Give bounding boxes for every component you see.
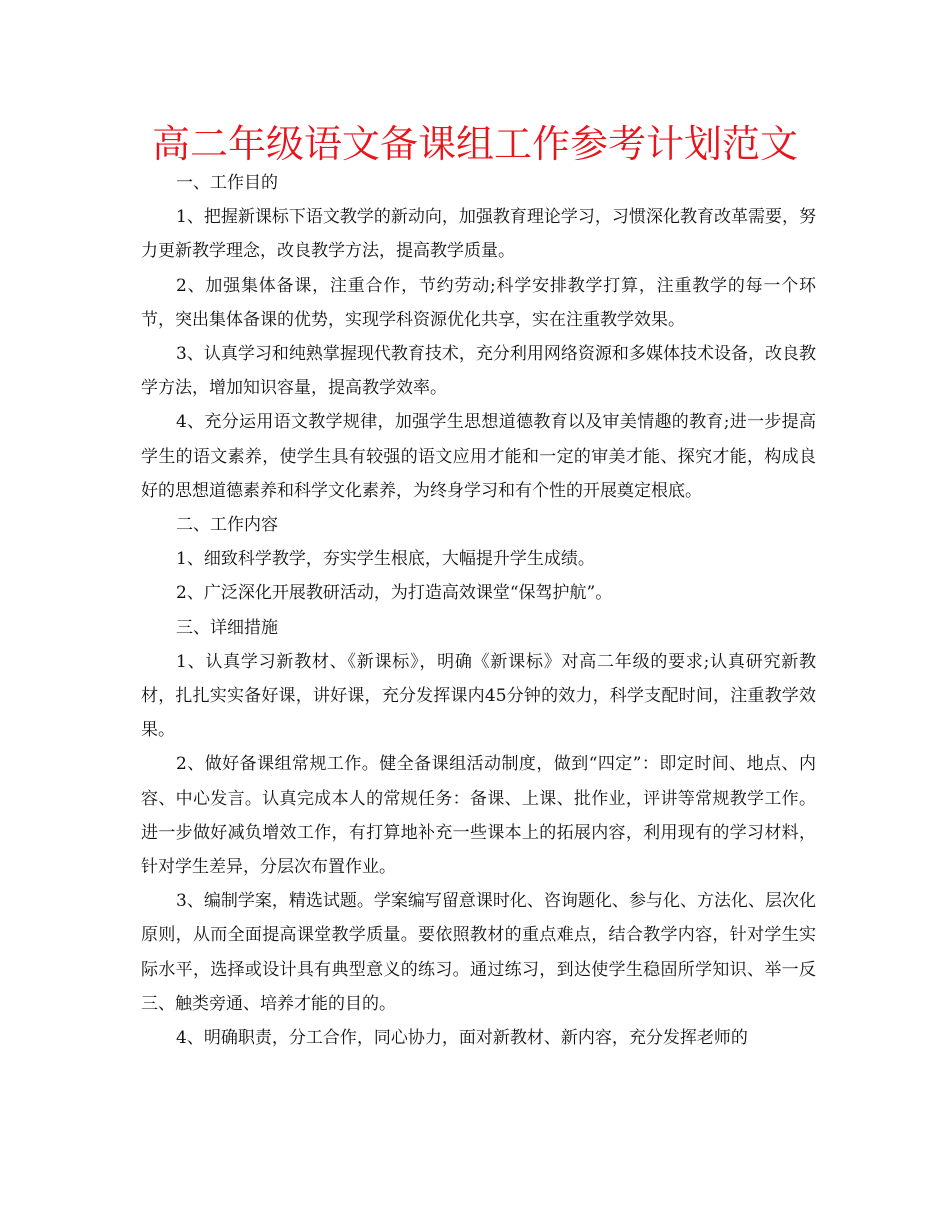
- section-heading-content: 二、工作内容: [176, 515, 278, 536]
- paragraph: 2、加强集体备课，注重合作，节约劳动;科学安排教学打算，注重教学的每一个环节，突出集体备课的优势，实现学科资源优化共享，实在注重教学效果。: [141, 275, 816, 330]
- paragraph: 3、编制学案，精选试题。学案编写留意课时化、咨询题化、参与化、方法化、层次化原则，从而全面提高课堂教学质量。要依照教材的重点难点，结合教学内容，针对学生实际水平，选择或设计具有典型意义的练习。通过练习，到达使学生稳固所学知识、举一反三、触类旁通、培养才能的目的。: [141, 891, 816, 1014]
- paragraph: 4、明确职责，分工合作，同心协力，面对新教材、新内容，充分发挥老师的: [176, 1028, 748, 1049]
- paragraph: 2、做好备课组常规工作。健全备课组活动制度，做到“四定”：即定时间、地点、内容、中心发言。认真完成本人的常规任务：备课、上课、批作业，评讲等常规教学工作。进一步做好减负增效工作，有打算地补充一些课本上的拓展内容，利用现有的学习材料，针对学生差异，分层次布置作业。: [141, 754, 816, 878]
- paragraph: 1、认真学习新教材、《新课标》，明确《新课标》对高二年级的要求;认真研究新教材，扎扎实实备好课，讲好课，充分发挥课内45分钟的效力，科学支配时间，注重教学效果。: [141, 651, 816, 741]
- document-title: 高二年级语文备课组工作参考计划范文: [151, 122, 798, 166]
- document-body: [141, 166, 816, 1055]
- paragraph: 4、充分运用语文教学规律，加强学生思想道德教育以及审美情趣的教育;进一步提高学生的语文素养，使学生具有较强的语文应用才能和一定的审美才能、探究才能，构成良好的思想道德素养和科学文化素养，为终身学习和有个性的开展奠定根底。: [141, 412, 816, 501]
- paragraph: 1、细致科学教学，夯实学生根底，大幅提升学生成绩。: [176, 549, 595, 570]
- paragraph: 2、广泛深化开展教研活动，为打造高效课堂“保驾护航”。: [176, 583, 613, 604]
- paragraph: 3、认真学习和纯熟掌握现代教育技术，充分利用网络资源和多媒体技术设备，改良教学方法，增加知识容量，提高教学效率。: [141, 344, 816, 399]
- section-heading-goals: 一、工作目的: [176, 173, 278, 193]
- section-heading-measures: 三、详细措施: [176, 617, 278, 638]
- paragraph: 1、把握新课标下语文教学的新动向，加强教育理论学习，习惯深化教育改革需要，努力更新教学理念，改良教学方法，提高教学质量。: [141, 207, 816, 262]
